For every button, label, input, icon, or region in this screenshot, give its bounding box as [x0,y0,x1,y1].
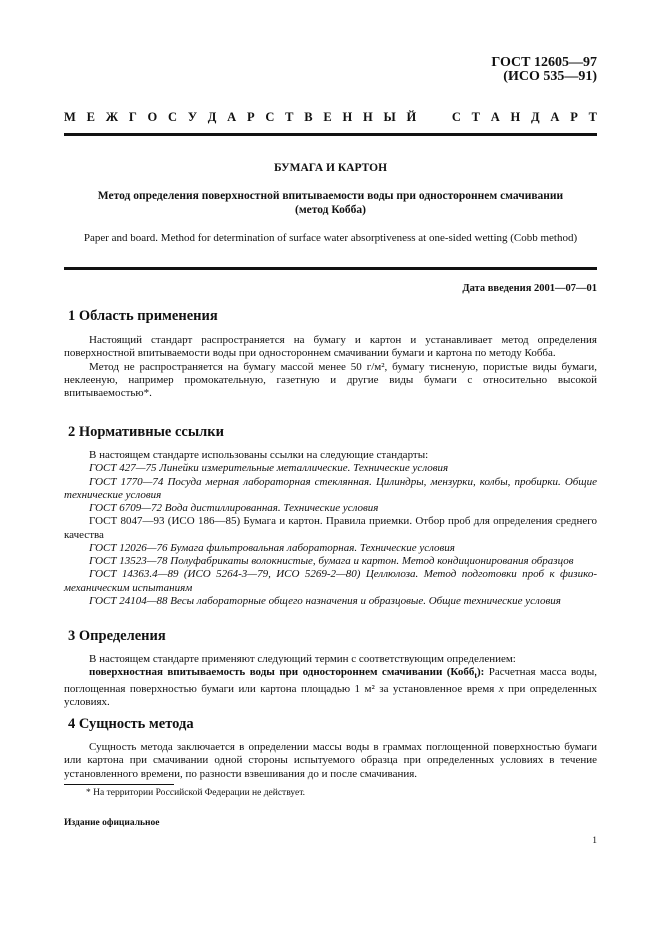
reference-item: ГОСТ 14363.4—89 (ИСО 5264-3—79, ИСО 5269-2—80) Целлюлоза. Метод подготовки проб к физико-механическим испытаниям [64,568,597,594]
defined-term: поверхностная впитываемость воды при одностороннем смачивании (Кобб [89,666,475,679]
heading-letter: В [304,110,313,124]
heading-letter: С [168,110,178,124]
footnote: * На территории Российской Федерации не действует. [86,788,306,798]
reference-item: ГОСТ 8047—93 (ИСО 186—85) Бумага и картон. Правила приемки. Отбор проб для определения среднего качества [64,515,597,541]
section-4-paragraph: Сущность метода заключается в определении массы воды в граммах поглощенной поверхностью бумаги или картона при смачивании одной стороны испытуемого образца при определенных условиях в течение установленного времени, по разности взвешивания до и после смачивания. [64,741,597,780]
definition-paragraph [64,666,597,709]
edition-label: Издание официальное [64,818,160,828]
heading-letter: Т [285,110,294,124]
heading-letter: Д [531,110,540,124]
subtitle-line-2: (метод Кобба) [295,204,366,216]
definition-variable: x [498,682,504,695]
defined-term-end: ): [477,666,485,679]
iso-number: (ИСО 535—91) [503,69,597,84]
heading-letter: Е [86,110,95,124]
gost-number: ГОСТ 12605—97 [491,55,597,70]
heading-letter: Н [363,110,373,124]
document-title: БУМАГА И КАРТОН [273,162,388,174]
section-4-heading: 4 Сущность метода [68,716,194,732]
reference-item: ГОСТ 24104—88 Весы лабораторные общего назначения и образцовые. Общие технические условия [89,594,561,607]
heading-letter: У [187,110,198,124]
section-1-body [64,334,597,400]
page-number: 1 [592,836,597,846]
reference-item: ГОСТ 6709—72 Вода дистиллированная. Технические условия [89,502,379,514]
interstate-standard-heading [64,110,597,124]
introduction-date: Дата введения 2001—07—01 [462,283,597,294]
heading-letter: Ж [105,110,119,124]
section-1-heading: 1 Область применения [68,308,218,324]
reference-item: ГОСТ 12026—76 Бумага фильтровальная лабораторная. Технические условия [89,541,455,554]
section-3-intro: В настоящем стандарте применяют следующий термин с соответствующим определением: [89,653,516,665]
definition-text-a: Расчетная масса воды, поглощенная поверхностью бумаги или картона площадью 1 м² за установленное время [64,666,597,695]
heading-letter: Т [588,110,597,124]
section-4-body [64,741,597,781]
document-subtitle [90,189,571,217]
heading-letter: Н [342,110,353,124]
section-1-paragraph-2: Метод не распространяется на бумагу массой менее 50 г/м², бумагу тисненую, пористые виды бумаги, неклееную, например промокательную, газетную и другие виды бумаги с относительно высокой впитываемостью*. [64,360,597,399]
english-title: Paper and board. Method for determination of surface water absorptiveness at one-sided wetting (Cobb method) [83,232,578,244]
section-1-paragraph-1: Настоящий стандарт распространяется на бумагу и картон и устанавливает метод определения поверхностной впитываемости воды при одностороннем смачивании бумаги и картона по методу Кобба. [64,334,597,360]
footnote-rule [64,784,174,785]
section-2-heading: 2 Нормативные ссылки [68,424,224,440]
reference-item: ГОСТ 13523—78 Полуфабрикаты волокнистые, бумага и картон. Метод кондиционирования образцов [89,555,574,567]
gost-code-block [491,56,597,84]
subtitle-line-1: Метод определения поверхностной впитываемости воды при одностороннем смачивании [97,190,564,202]
heading-gap [427,110,441,124]
heading-letter: А [490,110,500,124]
heading-letter: С [451,110,461,124]
heading-letter: Т [471,110,480,124]
heading-letter: Д [207,110,217,124]
reference-item: ГОСТ 427—75 Линейки измерительные металлические. Технические условия [89,462,449,475]
heading-letter: С [265,110,275,124]
defined-term-subscript: t [474,671,478,681]
heading-letter: Р [570,110,578,124]
title-rule [64,267,597,270]
heading-letter: Г [128,110,137,124]
reference-item: ГОСТ 1770—74 Посуда мерная лабораторная стеклянная. Цилиндры, мензурки, колбы, пробирки. Общие технические условия [64,475,597,501]
header-rule [64,133,597,136]
heading-letter: Н [510,110,521,124]
section-3-heading: 3 Определения [68,628,166,644]
heading-letter: Ы [383,110,396,124]
heading-letter: М [64,110,76,124]
section-2-intro: В настоящем стандарте использованы ссылки на следующие стандарты: [89,449,429,461]
section-3-body [64,653,597,709]
heading-letter: Е [323,110,332,124]
heading-letter: А [550,110,560,124]
section-2-body [64,449,597,608]
heading-letter: Р [246,110,255,124]
definition-text-b: при определенных условиях. [64,682,597,708]
heading-letter: Й [406,110,417,124]
heading-letter: А [227,110,237,124]
heading-letter: О [147,110,158,124]
